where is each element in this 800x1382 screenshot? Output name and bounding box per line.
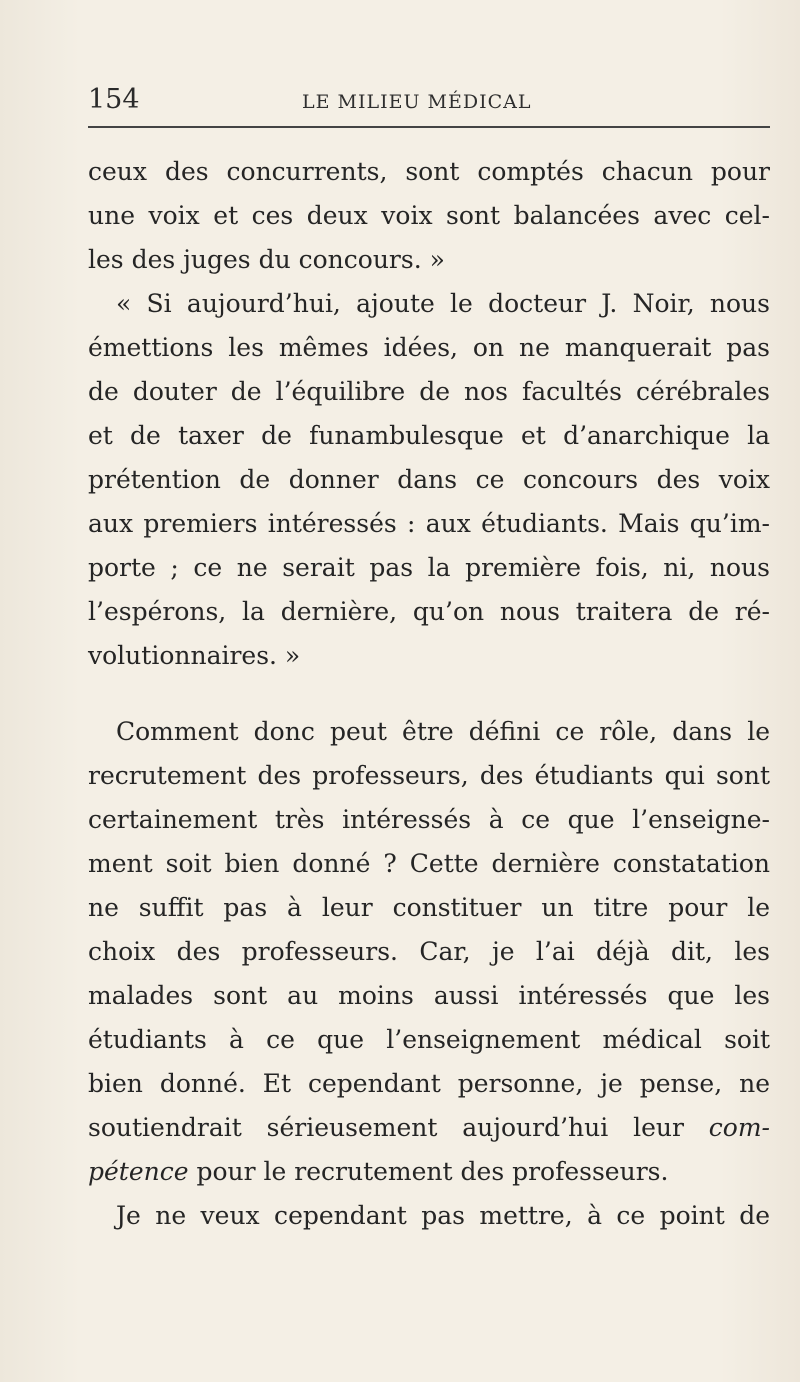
body-text [88, 150, 770, 1238]
text-line: malades sont au moins aussi intéressés que les [88, 981, 770, 1010]
paragraph-gap [88, 678, 770, 710]
text-fragment: pour le recrutement des professeurs. [188, 1157, 669, 1186]
text-line: Je ne veux cependant pas mettre, à ce point de [116, 1201, 770, 1230]
text-line: aux premiers intéressés : aux étudiants. Mais qu’im- [88, 509, 770, 538]
text-line: ment soit bien donné ? Cette dernière constatation [88, 849, 770, 878]
text-line: volutionnaires. » [88, 641, 301, 670]
text-line: prétention de donner dans ce concours des voix [88, 465, 770, 494]
text-line: « Si aujourd’hui, ajoute le docteur J. Noir, nous [116, 289, 770, 318]
italic-word: pétence [88, 1157, 189, 1186]
text-line: et de taxer de funambulesque et d’anarchique la [88, 421, 770, 450]
text-line: émettions les mêmes idées, on ne manquerait pas [88, 333, 770, 362]
text-line: étudiants à ce que l’enseignement médical soit [88, 1025, 770, 1054]
page-number: 154 [88, 84, 140, 115]
text-line: de douter de l’équilibre de nos facultés cérébrales [88, 377, 770, 406]
running-head: LE MILIEU MÉDICAL [302, 91, 532, 113]
text-line: porte ; ce ne serait pas la première fois, ni, nous [88, 553, 770, 582]
text-line: certainement très intéressés à ce que l’enseigne- [88, 805, 770, 834]
text-line: ne suffit pas à leur constituer un titre pour le [88, 893, 770, 922]
text-line: ceux des concurrents, sont comptés chacun pour [88, 157, 770, 186]
text-line: bien donné. Et cependant personne, je pense, ne [88, 1069, 770, 1098]
text-line-with-italic [88, 1150, 770, 1194]
text-line: une voix et ces deux voix sont balancées avec cel- [88, 201, 770, 230]
page-header [88, 84, 770, 116]
text-line: l’espérons, la dernière, qu’on nous traitera de ré- [88, 597, 770, 626]
italic-word: com- [708, 1113, 770, 1142]
text-line: Comment donc peut être défini ce rôle, dans le [116, 717, 770, 746]
text-line: choix des professeurs. Car, je l’ai déjà dit, les [88, 937, 770, 966]
text-line: recrutement des professeurs, des étudiants qui sont [88, 761, 770, 790]
text-line-with-italic [88, 1106, 770, 1150]
text-fragment: soutiendrait sérieusement aujourd’hui leur [88, 1113, 684, 1142]
text-line: les des juges du concours. » [88, 245, 445, 274]
header-rule [88, 126, 770, 128]
